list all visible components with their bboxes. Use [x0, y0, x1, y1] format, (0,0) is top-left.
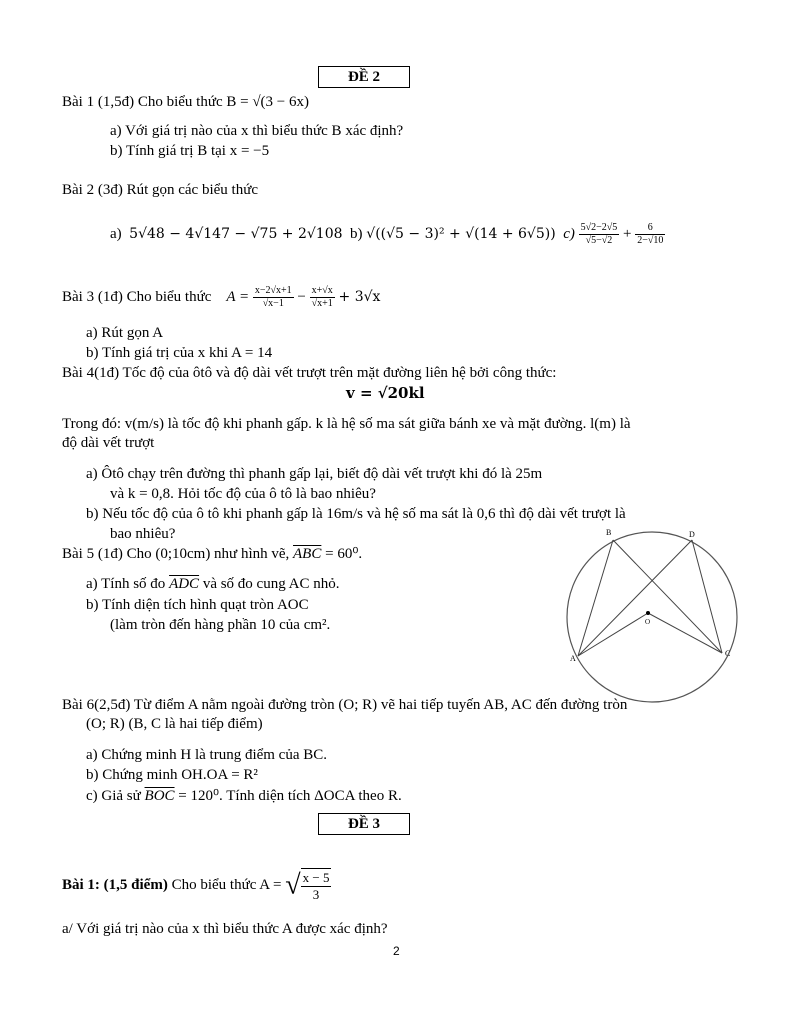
- bai4-line: Bài 4(1đ) Tốc độ của ôtô và độ dài vết trượt trên mặt đường liên hệ bởi công thức:: [62, 365, 557, 381]
- bai6-line2: (O; R) (B, C là hai tiếp điểm): [86, 716, 263, 732]
- circle-outline: [567, 532, 737, 702]
- de3-radical: √: [285, 869, 301, 901]
- bai2-c-label: c): [563, 226, 575, 242]
- bai2-c-num1: 5√2−2√5: [580, 222, 618, 234]
- bai6-c-pre: c) Giả sử: [86, 788, 145, 804]
- bai2-c-den1: √5−√2: [585, 235, 613, 247]
- label-D: D: [689, 530, 695, 539]
- bai5-a: [86, 575, 339, 593]
- bai2-c-num2: 6: [635, 222, 665, 235]
- bai1-line: Bài 1 (1,5đ) Cho biểu thức B = √(3 − 6x): [62, 94, 310, 110]
- bai3-num2: x+√x: [311, 285, 333, 297]
- bai3-line: Bài 3 (1đ) Cho biểu thức A = $\frac{x-2√x+1}{√x-1}$ − $\frac{x+√x}{√x+1}$ + 3√x: [62, 285, 381, 310]
- bai2-c-frac2: [635, 222, 665, 247]
- label-B: B: [606, 528, 612, 537]
- bai3-tail: + 3√x: [338, 289, 381, 305]
- bai2-line: Bài 2 (3đ) Rút gọn các biểu thức: [62, 182, 258, 198]
- de3-frac: [301, 868, 332, 903]
- bai5-a-angle: $\overline{ADC}$: [169, 576, 200, 592]
- bai2-expressions: a) 5√48 − 4√147 − √75 + 2√108 b) √((√5 − 3)² + √(14 + 6√5)) c) $\frac{5√2-2√5}{√5-√2}$ + $\frac{6}{2-√10}$: [110, 222, 664, 247]
- bai5-b1: b) Tính diện tích hình quạt tròn AOC: [86, 597, 309, 613]
- bai2-a-label: a): [110, 226, 122, 242]
- de3-bai1-line: [62, 868, 331, 903]
- bai5-b2: (làm tròn đến hàng phần 10 của cm².: [110, 617, 331, 633]
- bai6-c: [86, 787, 402, 805]
- bai5-line-pre: Bài 5 (1đ) Cho (0;10cm) như hình vẽ,: [62, 546, 294, 562]
- de3-a: a/ Với giá trị nào của x thì biểu thức A được xác định?: [62, 921, 388, 937]
- bai3-frac1: [253, 285, 294, 310]
- bai4-a1: a) Ôtô chạy trên đường thì phanh gấp lại, biết độ dài vết trượt khi đó là 25m: [86, 466, 543, 482]
- bai5-a-post: và số đo cung AC nhỏ.: [199, 576, 340, 592]
- bai4-b2: bao nhiêu?: [110, 526, 176, 542]
- de3-bai1-bold: Bài 1: (1,5 điểm): [62, 877, 168, 893]
- bai3-frac2: [310, 285, 335, 310]
- bai3-b: b) Tính giá trị của x khi A = 14: [86, 345, 273, 361]
- bai4-a2: và k = 0,8. Hỏi tốc độ của ô tô là bao nhiêu?: [110, 486, 376, 502]
- bai3-prefix: Bài 3 (1đ) Cho biểu thức: [62, 289, 212, 305]
- circle-figure: [560, 525, 750, 705]
- bai2-c-frac1: [579, 222, 620, 247]
- bai2-c-den2: 2−√10: [637, 235, 664, 247]
- bai4-b1: b) Nếu tốc độ của ô tô khi phanh gấp là 16m/s và hệ số ma sát là 0,6 thì độ dài vết trượt là: [86, 506, 626, 522]
- line-BC: [613, 540, 722, 653]
- bai5-a-pre: a) Tính số đo: [86, 576, 170, 592]
- bai5-angle: $\overline{ABC}$: [293, 546, 322, 562]
- bai2-b-label: b): [350, 226, 363, 242]
- de3-frac-num: x − 5: [302, 870, 330, 886]
- bai4-desc1: Trong đó: v(m/s) là tốc độ khi phanh gấp. k là hệ số ma sát giữa bánh xe và mặt đường. l(m) là: [62, 416, 631, 432]
- bai5-line-post: = 60⁰.: [321, 546, 363, 562]
- line-OC: [648, 613, 722, 653]
- de3-bai1-text: Cho biểu thức A =: [167, 877, 282, 893]
- header-de2: ĐỀ 2: [318, 66, 410, 88]
- bai4-desc2: độ dài vết trượt: [62, 435, 155, 451]
- bai6-a: a) Chứng minh H là trung điểm của BC.: [86, 747, 328, 763]
- bai3-lhs: A =: [226, 289, 250, 305]
- bai6-c-angle: $\overline{BOC}$: [144, 788, 175, 804]
- bai3-num1: x−2√x+1: [254, 285, 292, 297]
- center-dot: [646, 611, 650, 615]
- bai6-line1: Bài 6(2,5đ) Từ điểm A nằm ngoài đường tròn (O; R) vẽ hai tiếp tuyến AB, AC đến đường tròn: [62, 697, 628, 713]
- bai6-c-post: = 120⁰. Tính diện tích ΔOCA theo R.: [174, 788, 402, 804]
- bai2-b-expr: √((√5 − 3)² + √(14 + 6√5)): [366, 226, 556, 242]
- line-OA: [578, 613, 651, 656]
- bai3-a: a) Rút gọn A: [86, 325, 164, 341]
- label-C: C: [725, 649, 731, 658]
- bai6-b: b) Chứng minh OH.OA = R²: [86, 767, 258, 783]
- bai3-den1: √x−1: [262, 298, 284, 310]
- bai2-a-expr: 5√48 − 4√147 − √75 + 2√108: [129, 226, 343, 242]
- bai1-b: b) Tính giá trị B tại x = −5: [110, 143, 270, 159]
- bai4-formula: v = √20kl: [346, 384, 425, 402]
- page-number: 2: [393, 944, 400, 958]
- line-DC: [692, 540, 722, 653]
- bai1-a: a) Với giá trị nào của x thì biểu thức B xác định?: [110, 123, 404, 139]
- bai5-line: [62, 545, 362, 563]
- bai3-den2: √x+1: [311, 298, 333, 310]
- label-A: A: [570, 654, 576, 663]
- de3-frac-den: 3: [312, 887, 320, 903]
- label-O: O: [645, 618, 651, 626]
- header-de3: ĐỀ 3: [318, 813, 410, 835]
